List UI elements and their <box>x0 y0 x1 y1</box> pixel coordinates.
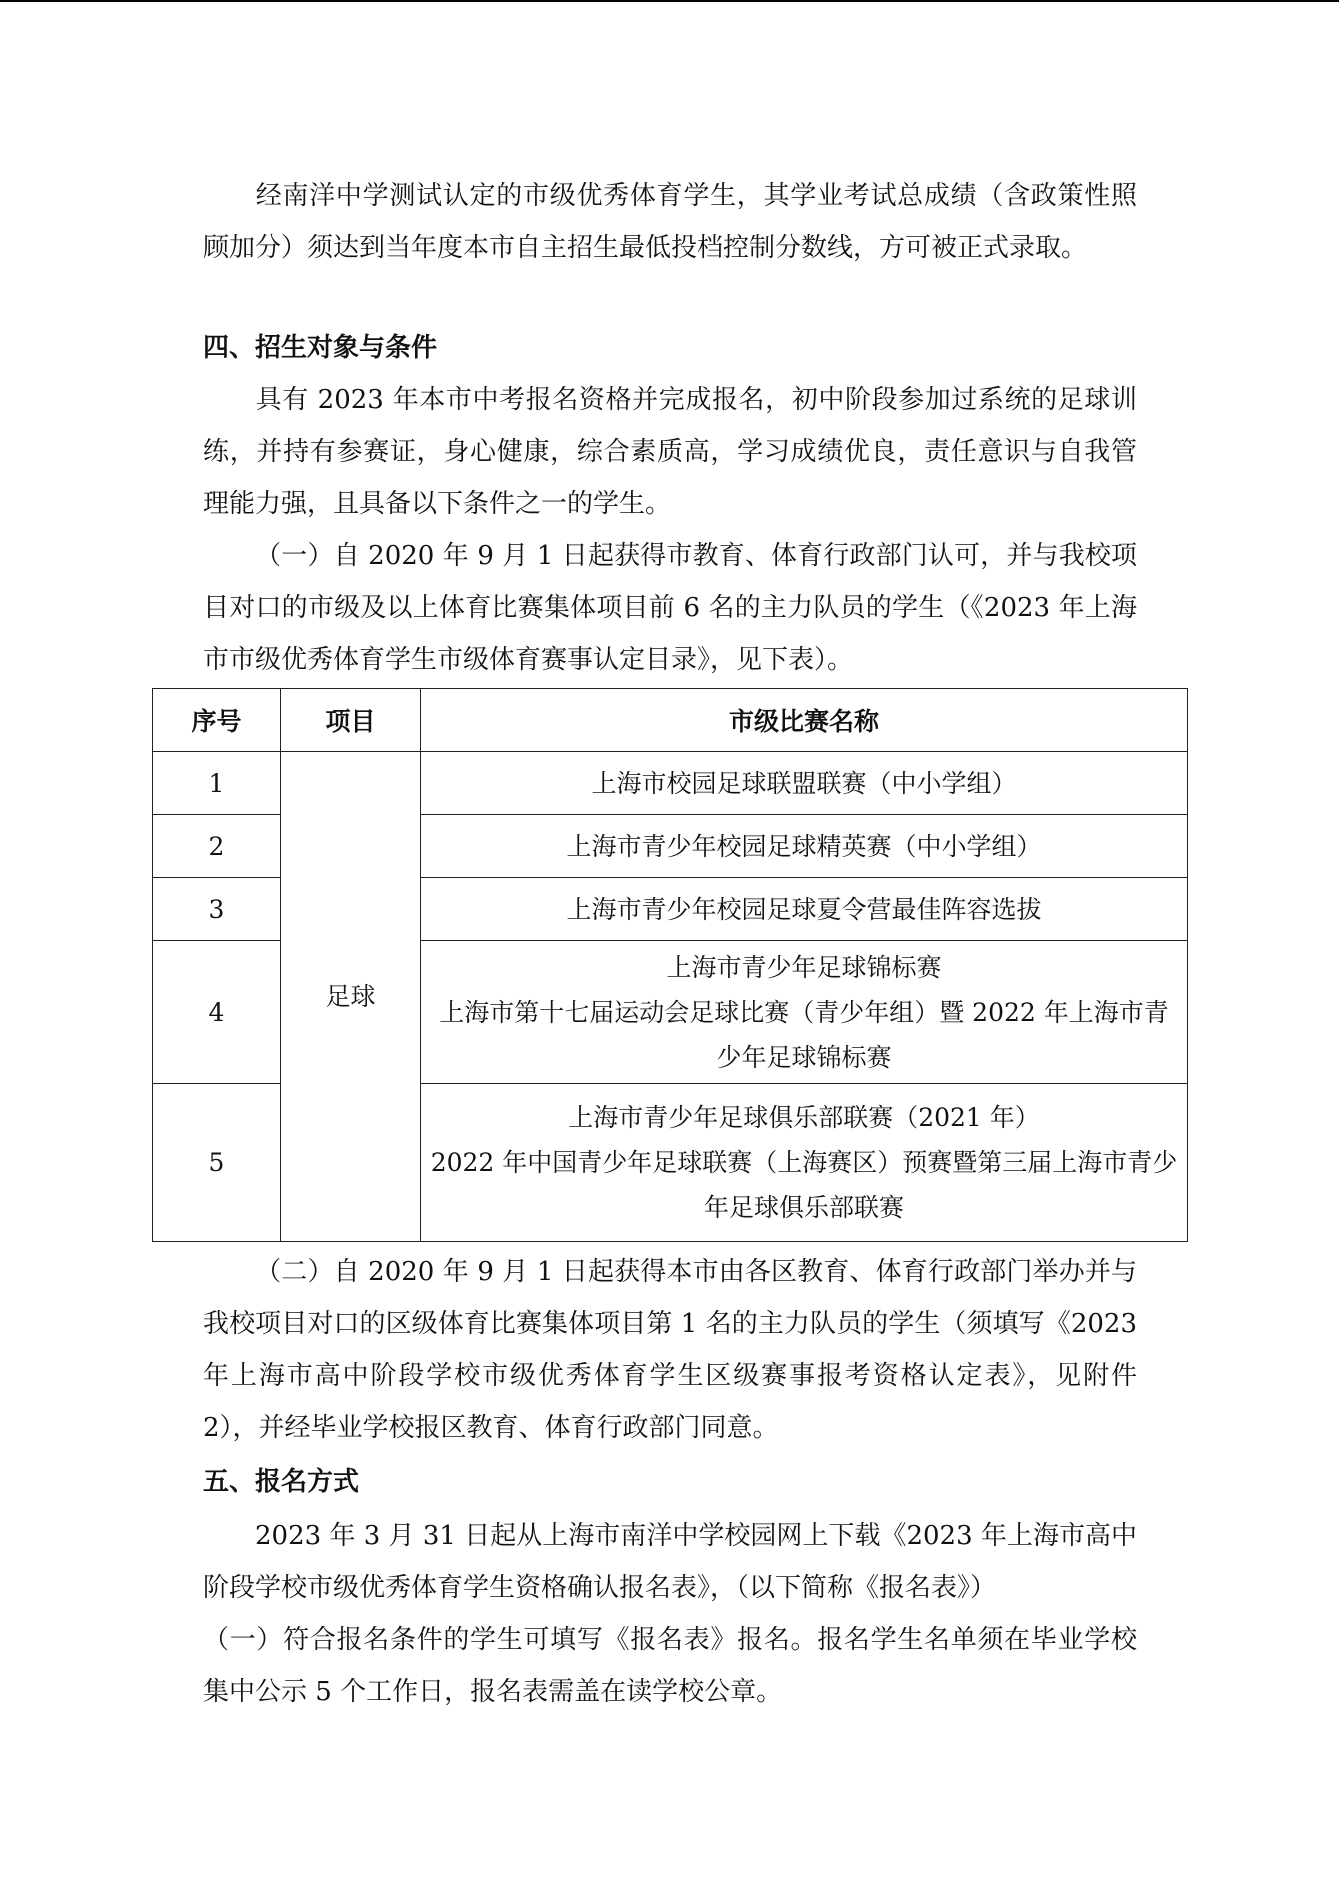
row-number: 2 <box>153 815 281 878</box>
table-header-cell: 序号 <box>153 689 281 752</box>
section-heading-4: 四、招生对象与条件 <box>203 333 438 363</box>
paragraph-signup: 2023 年 3 月 31 日起从上海市南洋中学校园网上下载《2023 年上海市高中阶段学校市级优秀体育学生资格确认报名表》，（以下简称《报名表》） <box>203 1521 1137 1603</box>
competition-name: 上海市校园足球联盟联赛（中小学组） <box>421 752 1188 815</box>
sport-cell: 足球 <box>281 752 421 1242</box>
page-top-border <box>0 0 1339 2</box>
competition-line: 上海市第十七届运动会足球比赛（青少年组）暨 2022 年上海市青少年足球锦标赛 <box>439 997 1169 1072</box>
competition-name <box>421 1084 1188 1242</box>
competition-name <box>421 941 1188 1084</box>
table-row <box>153 752 1188 815</box>
paragraph-condition-1: （一）自 2020 年 9 月 1 日起获得市教育、体育行政部门认可，并与我校项目对口的市级及以上体育比赛集体项目前 6 名的主力队员的学生（《2023 年上海市市级优秀体育学生市级体育赛事认定目录》，见下表）。 <box>203 541 1137 675</box>
row-number: 5 <box>153 1084 281 1242</box>
paragraph-admission-score: 经南洋中学测试认定的市级优秀体育学生，其学业考试总成绩（含政策性照顾加分）须达到当年度本市自主招生最低投档控制分数线，方可被正式录取。 <box>203 181 1137 263</box>
table-header-row <box>153 689 1188 752</box>
table-header-cell: 市级比赛名称 <box>421 689 1188 752</box>
competition-line: 上海市青少年足球俱乐部联赛（2021 年） <box>568 1103 1040 1132</box>
table-header-cell: 项目 <box>281 689 421 752</box>
row-number: 1 <box>153 752 281 815</box>
competition-line: 2022 年中国青少年足球联赛（上海赛区）预赛暨第三届上海市青少年足球俱乐部联赛 <box>430 1148 1178 1222</box>
competition-name: 上海市青少年校园足球夏令营最佳阵容选拔 <box>421 878 1188 941</box>
paragraph-condition-2: （二）自 2020 年 9 月 1 日起获得本市由各区教育、体育行政部门举办并与我校项目对口的区级体育比赛集体项目第 1 名的主力队员的学生（须填写《2023 年上海市高中阶段学校市级优秀体育学生区级赛事报考资格认定表》，见附件 2），并经毕业学校报区教育、体育行政部门同意。 <box>203 1257 1137 1443</box>
paragraph-conditions: 具有 2023 年本市中考报名资格并完成报名，初中阶段参加过系统的足球训练，并持有参赛证，身心健康，综合素质高，学习成绩优良，责任意识与自我管理能力强，且具备以下条件之一的学生。 <box>203 385 1137 519</box>
competition-name: 上海市青少年校园足球精英赛（中小学组） <box>421 815 1188 878</box>
competition-table <box>152 688 1188 1242</box>
row-number: 3 <box>153 878 281 941</box>
competition-line: 上海市青少年足球锦标赛 <box>666 952 942 982</box>
paragraph-signup-1: （一）符合报名条件的学生可填写《报名表》报名。报名学生名单须在毕业学校集中公示 5 个工作日，报名表需盖在读学校公章。 <box>203 1625 1137 1707</box>
row-number: 4 <box>153 941 281 1084</box>
section-heading-5: 五、报名方式 <box>203 1467 360 1497</box>
